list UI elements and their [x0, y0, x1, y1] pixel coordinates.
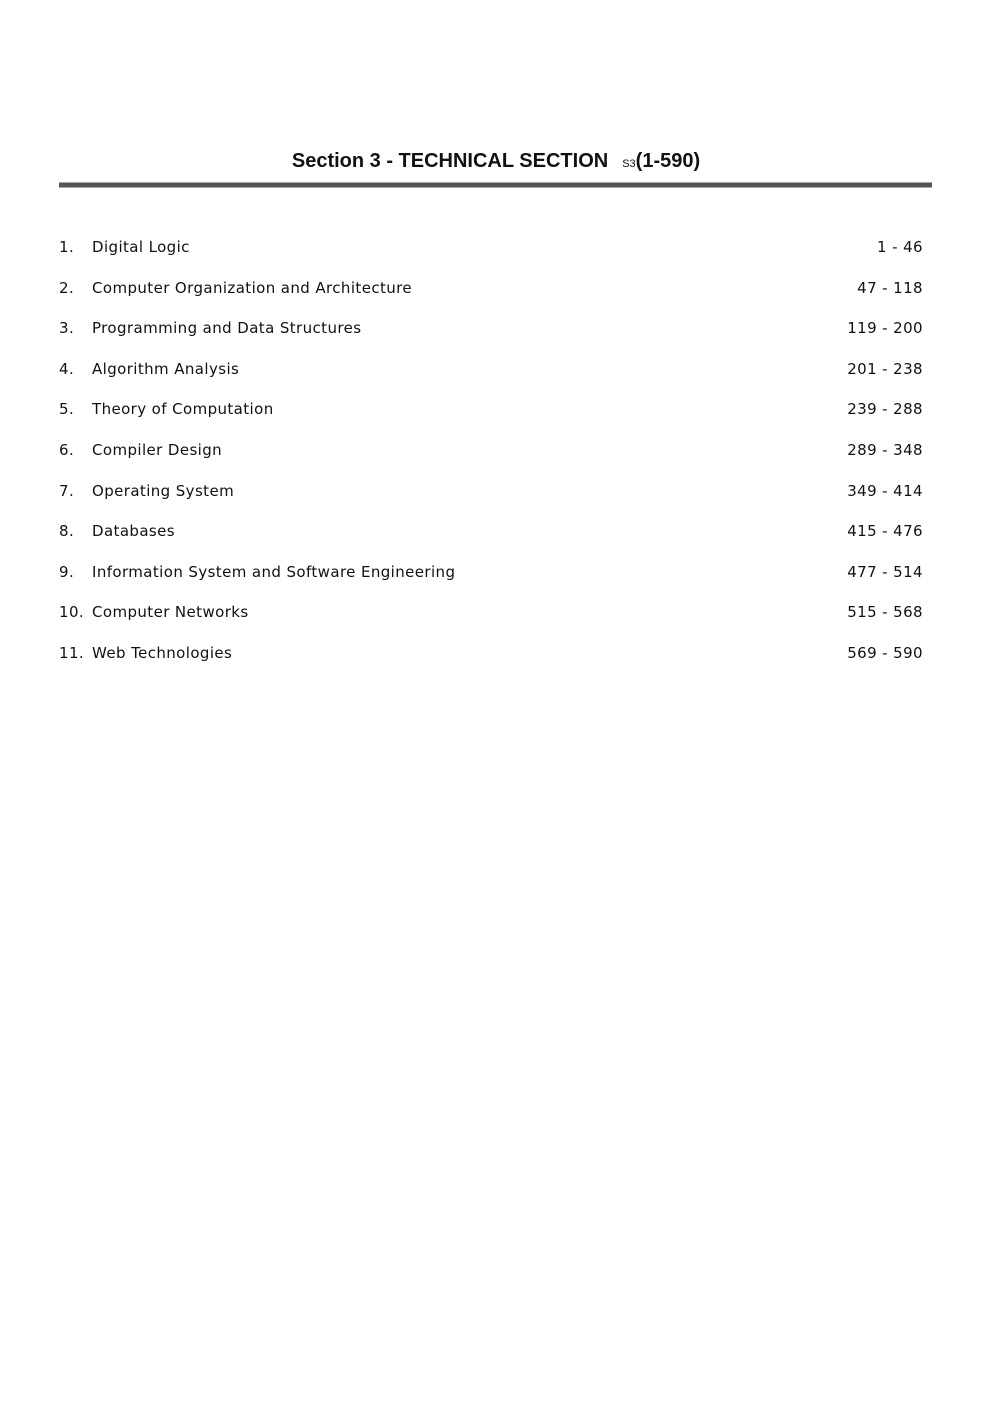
table-of-contents	[59, 238, 923, 685]
entry-pages: 1 - 46	[877, 238, 923, 256]
entry-number: 9.	[59, 562, 75, 581]
entry-pages: 515 - 568	[847, 603, 923, 622]
entry-pages: 349 - 414	[847, 481, 923, 500]
entry-number: 5.	[59, 400, 75, 419]
entry-title: Operating System	[92, 481, 235, 500]
title-divider	[59, 182, 932, 188]
entry-title: Computer Networks	[92, 603, 249, 622]
entry-number: 7.	[59, 481, 75, 500]
entry-title: Theory of Computation	[92, 400, 274, 419]
entry-title: Computer Organization and Architecture	[92, 278, 413, 297]
entry-pages: 239 - 288	[847, 400, 923, 419]
entry-title: Databases	[92, 522, 175, 541]
entry-number: 1.	[59, 238, 75, 256]
entry-number: 4.	[59, 359, 75, 378]
toc-entry[interactable]	[59, 522, 923, 563]
title-main: Section 3 - TECHNICAL SECTION	[291, 150, 609, 172]
toc-entry[interactable]	[59, 238, 923, 279]
entry-pages: 47 - 118	[857, 278, 923, 297]
toc-entry[interactable]	[59, 563, 923, 604]
entry-number: 8.	[59, 522, 75, 541]
section-code: S3	[622, 158, 636, 170]
entry-pages: 119 - 200	[847, 319, 923, 338]
toc-entry[interactable]	[59, 360, 923, 401]
entry-pages: 289 - 348	[847, 440, 923, 459]
entry-title: Web Technologies	[92, 643, 233, 662]
section-title	[0, 150, 992, 173]
toc-entry[interactable]	[59, 279, 923, 320]
entry-number: 2.	[59, 278, 75, 297]
entry-title: Information System and Software Engineering	[92, 562, 456, 581]
entry-number: 11.	[59, 643, 85, 662]
entry-title: Compiler Design	[92, 440, 223, 459]
entry-pages: 569 - 590	[847, 643, 923, 662]
toc-entry[interactable]	[59, 603, 923, 644]
entry-title: Digital Logic	[92, 238, 190, 256]
toc-entry[interactable]	[59, 319, 923, 360]
toc-entry[interactable]	[59, 400, 923, 441]
entry-number: 6.	[59, 440, 75, 459]
toc-entry[interactable]	[59, 482, 923, 523]
entry-pages: 415 - 476	[847, 522, 923, 541]
entry-title: Algorithm Analysis	[92, 359, 240, 378]
toc-entry[interactable]	[59, 644, 923, 685]
entry-pages: 477 - 514	[847, 562, 923, 581]
entry-pages: 201 - 238	[847, 359, 923, 378]
entry-number: 3.	[59, 319, 75, 338]
toc-entry[interactable]	[59, 441, 923, 482]
section-range: (1-590)	[635, 150, 701, 172]
entry-number: 10.	[59, 603, 85, 622]
entry-title: Programming and Data Structures	[92, 319, 362, 338]
